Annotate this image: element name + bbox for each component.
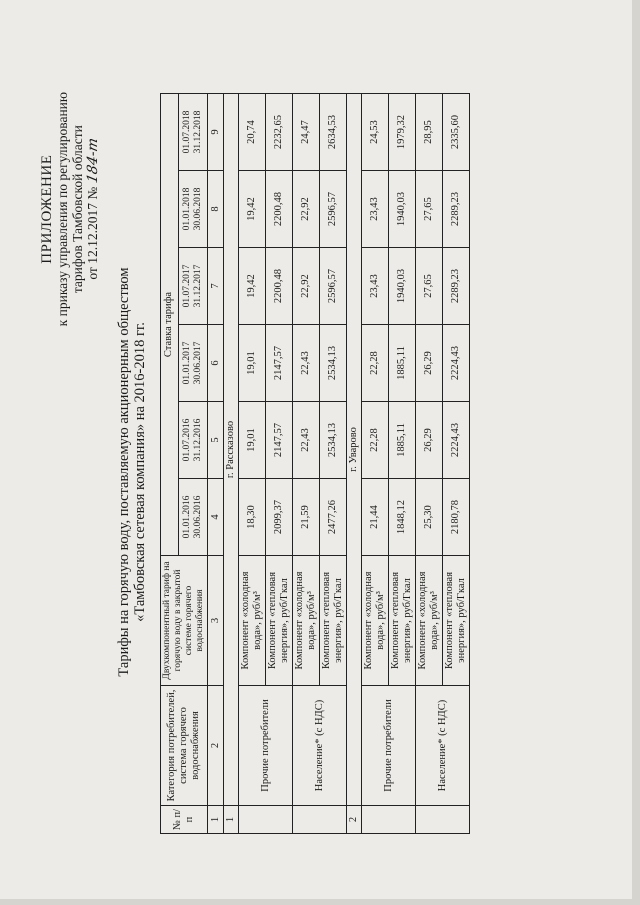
table-caption (116, 102, 148, 842)
order-reference-line1: к приказу управления по регулированию (55, 92, 70, 327)
tariff-value: 24,47 (293, 93, 320, 170)
column-number: 7 (208, 248, 224, 325)
column-number: 2 (208, 686, 224, 806)
tariff-value: 23,43 (362, 171, 389, 248)
row-num-empty (416, 806, 470, 834)
tariff-value: 1940,03 (389, 248, 416, 325)
city-row (224, 93, 239, 833)
tariff-component: Компонент «тепловая энергия», руб/Гкал (320, 556, 347, 686)
section-number: 2 (347, 806, 362, 834)
row-num-empty (362, 806, 416, 834)
column-number: 9 (208, 93, 224, 170)
header-period: 01.07.2016 31.12.2016 (178, 402, 207, 479)
tariff-value: 2147,57 (266, 325, 293, 402)
tariff-row (239, 93, 266, 833)
city-name: г. Рассказово (224, 93, 239, 805)
tariff-value: 2232,65 (266, 93, 293, 170)
tariff-value: 25,30 (416, 479, 443, 556)
consumer-category: Прочие потребители (239, 686, 293, 806)
tariff-value: 1885,11 (389, 325, 416, 402)
tariff-value: 22,28 (362, 402, 389, 479)
tariff-value: 21,59 (293, 479, 320, 556)
column-number: 8 (208, 171, 224, 248)
rotated-document (40, 62, 600, 842)
consumer-category: Население* (с НДС) (293, 686, 347, 806)
tariff-value: 18,30 (239, 479, 266, 556)
scan-border-right (632, 0, 640, 905)
row-num-empty (239, 806, 293, 834)
column-number: 4 (208, 479, 224, 556)
tariff-value: 2224,43 (443, 402, 470, 479)
column-number-row (208, 93, 224, 833)
column-number: 6 (208, 325, 224, 402)
tariff-row (362, 93, 389, 833)
tariff-value: 28,95 (416, 93, 443, 170)
city-name: г. Уварово (347, 93, 362, 805)
tariff-value: 27,65 (416, 248, 443, 325)
header-period: 01.07.2017 31.12.2017 (178, 248, 207, 325)
caption-line2: «Тамбовская сетевая компания» на 2016-2018 гг. (132, 322, 148, 622)
header-tariff-type: Двухкомпонентный тариф на горячую воду в закрытой системе горячего водоснабжения (161, 556, 208, 686)
header-period: 01.01.2016 30.06.2016 (178, 479, 207, 556)
tariff-value: 2534,13 (320, 402, 347, 479)
tariff-component: Компонент «холодная вода», руб/м³ (239, 556, 266, 686)
tariff-value: 24,53 (362, 93, 389, 170)
tariff-row (293, 93, 320, 833)
order-date: от 12.12.2017 № (85, 186, 100, 280)
tariff-value: 26,29 (416, 325, 443, 402)
header-num: № п/п (161, 806, 208, 834)
tariff-value: 19,01 (239, 325, 266, 402)
tariff-value: 2147,57 (266, 402, 293, 479)
tariff-component: Компонент «тепловая энергия», руб/Гкал (443, 556, 470, 686)
tariff-value: 22,28 (362, 325, 389, 402)
tariff-value: 22,92 (293, 248, 320, 325)
tariff-value: 1848,12 (389, 479, 416, 556)
column-number: 1 (208, 806, 224, 834)
tariff-row (416, 93, 443, 833)
tariff-value: 1940,03 (389, 171, 416, 248)
tariff-value: 19,42 (239, 248, 266, 325)
tariff-table (160, 93, 470, 834)
tariff-value: 2180,78 (443, 479, 470, 556)
tariff-value: 22,43 (293, 325, 320, 402)
tariff-value: 2289,23 (443, 248, 470, 325)
row-num-empty (293, 806, 347, 834)
tariff-value: 22,43 (293, 402, 320, 479)
tariff-value: 1979,32 (389, 93, 416, 170)
tariff-value: 20,74 (239, 93, 266, 170)
scan-border-bottom (0, 899, 640, 905)
city-row (347, 93, 362, 833)
tariff-component: Компонент «холодная вода», руб/м³ (293, 556, 320, 686)
order-number-handwritten: 184-т (85, 136, 101, 186)
column-number: 3 (208, 556, 224, 686)
consumer-category: Прочие потребители (362, 686, 416, 806)
order-reference-line3 (85, 92, 101, 326)
tariff-component: Компонент «тепловая энергия», руб/Гкал (266, 556, 293, 686)
tariff-value: 2289,23 (443, 171, 470, 248)
tariff-value: 22,92 (293, 171, 320, 248)
caption-line1: Тарифы на горячую воду, поставляемую акционерным обществом (116, 267, 132, 677)
tariff-value: 2477,26 (320, 479, 347, 556)
tariff-value: 2596,57 (320, 248, 347, 325)
tariff-component: Компонент «тепловая энергия», руб/Гкал (389, 556, 416, 686)
tariff-value: 2335,60 (443, 93, 470, 170)
document-header (40, 92, 101, 326)
header-period: 01.07.2018 31.12.2018 (178, 93, 207, 170)
header-category: Категория потребителей, система горячего водоснабжения (161, 686, 208, 806)
tariff-value: 2200,48 (266, 171, 293, 248)
tariff-value: 2596,57 (320, 171, 347, 248)
header-row (161, 93, 179, 833)
header-period: 01.01.2018 30.06.2018 (178, 171, 207, 248)
column-number: 5 (208, 402, 224, 479)
tariff-value: 27,65 (416, 171, 443, 248)
tariff-value: 26,29 (416, 402, 443, 479)
consumer-category: Население* (с НДС) (416, 686, 470, 806)
tariff-value: 19,42 (239, 171, 266, 248)
tariff-value: 19,01 (239, 402, 266, 479)
tariff-value: 21,44 (362, 479, 389, 556)
header-rate: Ставка тарифа (161, 93, 179, 555)
tariff-value: 2099,37 (266, 479, 293, 556)
section-number: 1 (224, 806, 239, 834)
tariff-value: 2534,13 (320, 325, 347, 402)
tariff-value: 1885,11 (389, 402, 416, 479)
tariff-value: 2634,53 (320, 93, 347, 170)
header-period: 01.01.2017 30.06.2017 (178, 325, 207, 402)
appendix-title: ПРИЛОЖЕНИЕ (39, 154, 55, 264)
tariff-component: Компонент «холодная вода», руб/м³ (362, 556, 389, 686)
tariff-component: Компонент «холодная вода», руб/м³ (416, 556, 443, 686)
tariff-value: 2200,48 (266, 248, 293, 325)
tariff-value: 23,43 (362, 248, 389, 325)
tariff-table-body (161, 93, 470, 833)
tariff-value: 2224,43 (443, 325, 470, 402)
order-reference-line2: тарифов Тамбовской области (70, 125, 85, 294)
